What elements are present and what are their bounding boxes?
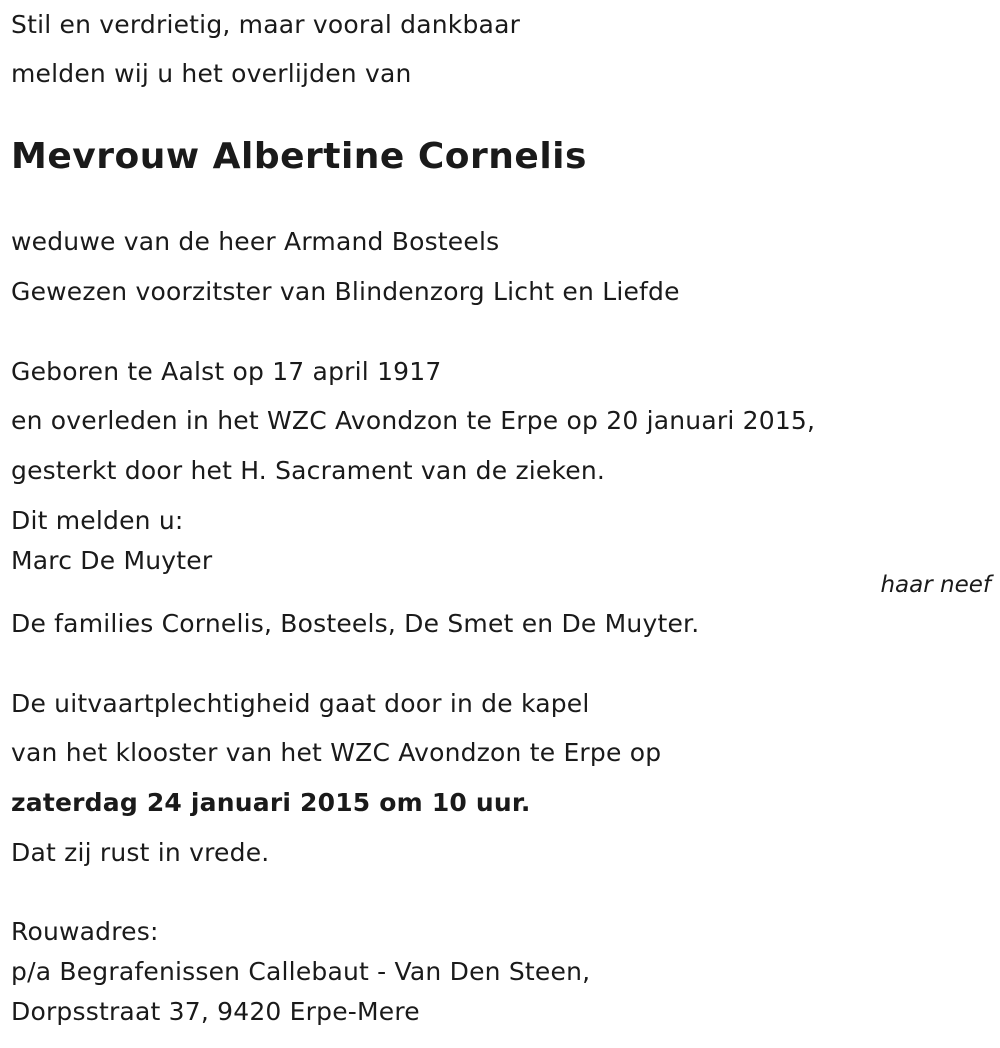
announcers-heading: Dit melden u: bbox=[11, 506, 184, 535]
announcer-name: Marc De Muyter bbox=[11, 546, 213, 575]
announcer-relation: haar neef bbox=[880, 572, 991, 598]
families-line: De families Cornelis, Bosteels, De Smet en De Muyter. bbox=[11, 609, 700, 638]
deceased-name: Mevrouw Albertine Cornelis bbox=[11, 136, 587, 177]
address-heading: Rouwadres: bbox=[11, 917, 159, 946]
widow-of-line: weduwe van de heer Armand Bosteels bbox=[11, 227, 500, 256]
address-line-1: p/a Begrafenissen Callebaut - Van Den Steen, bbox=[11, 957, 591, 986]
address-line-2: Dorpsstraat 37, 9420 Erpe-Mere bbox=[11, 997, 420, 1026]
born-line: Geboren te Aalst op 17 april 1917 bbox=[11, 357, 442, 386]
former-role-line: Gewezen voorzitster van Blindenzorg Licht en Liefde bbox=[11, 277, 680, 306]
intro-line-2: melden wij u het overlijden van bbox=[11, 59, 412, 88]
funeral-line-2: van het klooster van het WZC Avondzon te Erpe op bbox=[11, 738, 662, 767]
funeral-datetime: zaterdag 24 januari 2015 om 10 uur. bbox=[11, 788, 531, 817]
sacrament-line: gesterkt door het H. Sacrament van de zieken. bbox=[11, 456, 606, 485]
died-line: en overleden in het WZC Avondzon te Erpe op 20 januari 2015, bbox=[11, 406, 816, 435]
rest-in-peace-line: Dat zij rust in vrede. bbox=[11, 838, 270, 867]
intro-line-1: Stil en verdrietig, maar vooral dankbaar bbox=[11, 10, 521, 39]
funeral-line-1: De uitvaartplechtigheid gaat door in de kapel bbox=[11, 689, 590, 718]
